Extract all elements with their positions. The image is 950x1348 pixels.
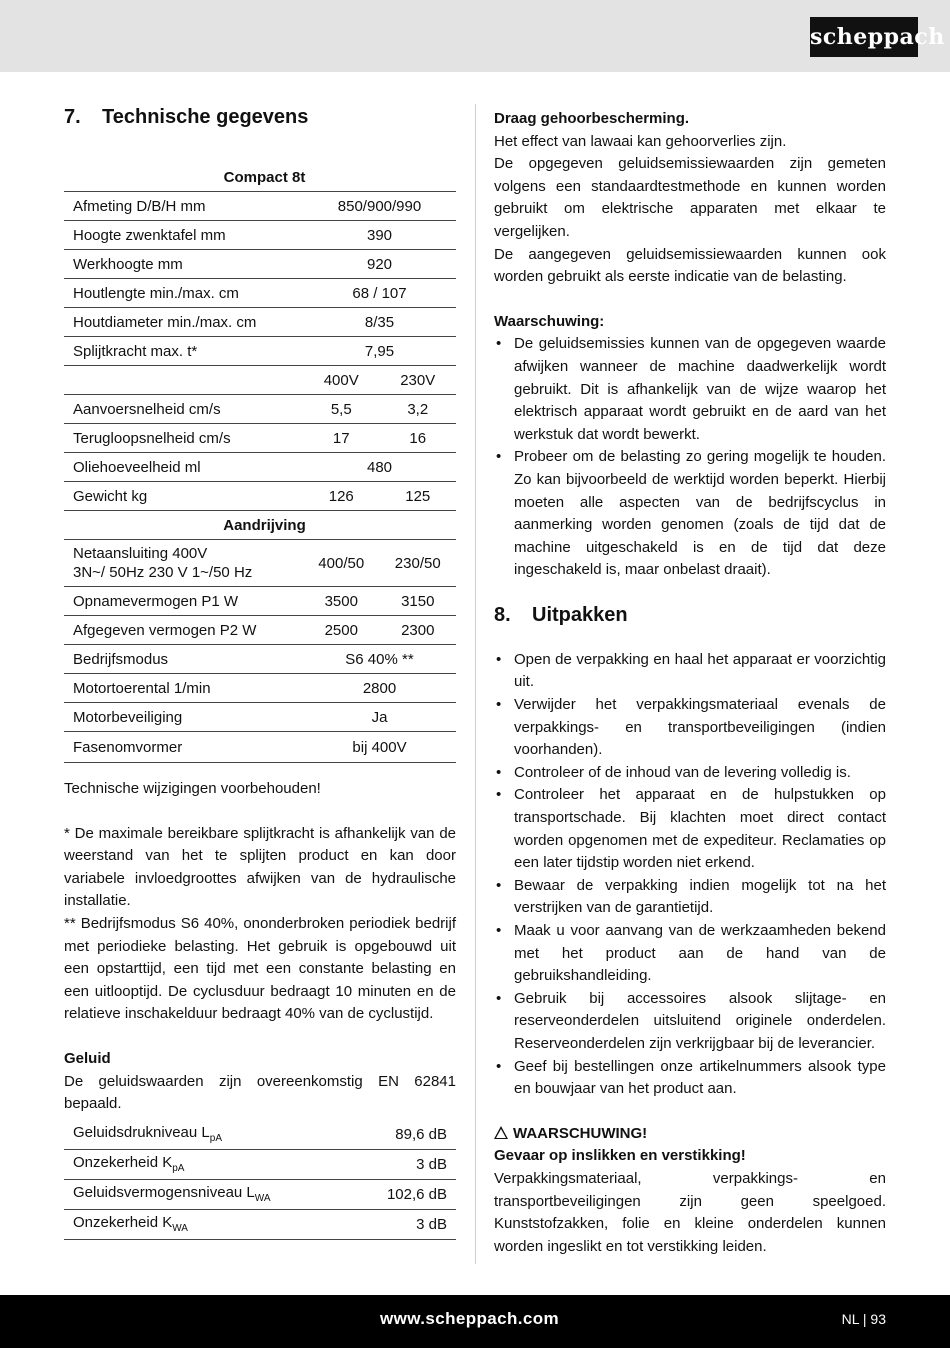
- table-row: Fasenomvormer bij 400V: [64, 732, 456, 763]
- left-column: [64, 100, 456, 1240]
- table-row: Werkhoogte mm 920: [64, 250, 456, 279]
- alert-title: WAARSCHUWING!: [494, 1123, 886, 1146]
- table-row: Geluidsvermogensniveau $L_{WA}$ 102,6 dB: [64, 1179, 456, 1209]
- footer-url[interactable]: www.scheppach.com: [380, 1309, 560, 1328]
- hearing-title: Draag gehoorbescherming.: [494, 110, 690, 127]
- table-row: Netaansluiting 400V 3N~/ 50Hz 230 V 1~/50 Hz 400/50 230/50: [64, 540, 456, 587]
- list-item: • Verwijder het verpakkingsmateriaal evenals de verpakkings- en transportbeveiligingen (indien voorhanden).: [494, 694, 886, 762]
- warning-title: Waarschuwing:: [494, 312, 605, 330]
- table-row: Splijtkracht max. t* 7,95: [64, 337, 456, 366]
- list-item: • De geluidsemissies kunnen van de opgegeven waarde afwijken wanneer de machine daadwerkelijk wordt gebruikt. Dit is afhankelijk van de wijze waarop het elektrisch apparaat wordt gebruikt en de aard van het werkstuk dat wordt bewerkt.: [494, 333, 886, 446]
- right-column: [494, 108, 886, 1258]
- model-name: Compact 8t: [64, 163, 456, 192]
- hearing-text-2: De opgegeven geluidsemissiewaarden zijn gemeten volgens een standaardtestmethode en kunnen worden gebruikt om elektrische apparaten met elkaar te vergelijken.: [494, 155, 886, 240]
- table-row: Onzekerheid $K_{pA}$ 3 dB: [64, 1149, 456, 1179]
- noise-table: [64, 1120, 456, 1240]
- footnote-1: * De maximale bereikbare splijtkracht is afhankelijk van de weerstand van het te splijten product en kan door variabele invloedgroottes afwijken van de hydraulische installatie.: [64, 824, 456, 910]
- list-item: • Open de verpakking en haal het apparaat er voorzichtig uit.: [494, 649, 886, 694]
- table-row: Geluidsdrukniveau $L_{pA}$ 89,6 dB: [64, 1120, 456, 1150]
- list-item: • Bewaar de verpakking indien mogelijk tot na het verstrijken van de garantietijd.: [494, 875, 886, 920]
- header-bar: [0, 0, 950, 72]
- hearing-text-1: Het effect van lawaai kan gehoorverlies zijn.: [494, 132, 787, 150]
- noise-title: Geluid: [64, 1049, 111, 1067]
- column-divider: [475, 104, 476, 1264]
- warning-list: [494, 333, 886, 582]
- list-item: • Maak u voor aanvang van de werkzaamheden bekend met het product aan de hand van de gebruikshandleiding.: [494, 920, 886, 988]
- alert-subtitle: Gevaar op inslikken en verstikking!: [494, 1147, 746, 1165]
- hearing-text-3: De aangegeven geluidsemissiewaarden kunnen ook worden gebruikt als eerste indicatie van de belasting.: [494, 245, 886, 286]
- table-row: Aanvoersnelheid cm/s 5,5 3,2: [64, 395, 456, 424]
- voltage-header-row: 400V 230V: [64, 366, 456, 395]
- warning-triangle-icon: [494, 1126, 508, 1139]
- list-item: • Probeer om de belasting zo gering mogelijk te houden. Zo kan bijvoorbeeld de werktijd worden beperkt. Hierbij moeten alle aspecten van de bedrijfscyclus in aanmerking worden genomen (zoals de tijd dat de machine uitgeschakeld is en de tijd dat deze ingeschakeld is, maar onbelast draait).: [494, 446, 886, 582]
- unpack-list: [494, 649, 886, 1101]
- alert-text: Verpakkingsmateriaal, verpakkings- en transportbeveiligingen zijn geen speelgoed. Kunststofzakken, folie en kleine onderdelen kunnen worden ingeslikt en tot verstikking leiden.: [494, 1169, 886, 1255]
- drive-header: Aandrijving: [64, 511, 456, 540]
- section-7-heading: 7. Technische gegevens: [64, 106, 309, 128]
- list-item: • Controleer het apparaat en de hulpstukken op transportschade. Bij klachten moet direct contact worden opgenomen met de expediteur. Reclamaties op een later tijdstip worden niet erkend.: [494, 784, 886, 874]
- table-row: Opnamevermogen P1 W 3500 3150: [64, 587, 456, 616]
- footnote-2: ** Bedrijfsmodus S6 40%, ononderbroken periodiek bedrijf met periodieke belasting. Het gebruik is opgebouwd uit een opstarttijd, een tijd met een constante belasting en een uitlooptijd. De cyclusduur bedraagt 10 minuten en de relatieve inschakelduur bedraagt 40% van de cyclustijd.: [64, 914, 456, 1023]
- brand-logo: scheppach: [810, 17, 918, 57]
- list-item: • Controleer of de inhoud van de levering volledig is.: [494, 762, 886, 785]
- section-8-heading: 8. Uitpakken: [494, 603, 628, 626]
- table-row: Houtdiameter min./max. cm 8/35: [64, 308, 456, 337]
- footer-bar: [0, 1295, 950, 1348]
- table-row: Afmeting D/B/H mm 850/900/990: [64, 192, 456, 221]
- table-row: Oliehoeveelheid ml 480: [64, 453, 456, 482]
- table-row: Houtlengte min./max. cm 68 / 107: [64, 279, 456, 308]
- table-row: Hoogte zwenktafel mm 390: [64, 221, 456, 250]
- changes-note: Technische wijzigingen voorbehouden!: [64, 780, 321, 797]
- table-row: Terugloopsnelheid cm/s 17 16: [64, 424, 456, 453]
- table-row: Onzekerheid $K_{WA}$ 3 dB: [64, 1209, 456, 1239]
- table-row: Gewicht kg 126 125: [64, 482, 456, 511]
- list-item: • Gebruik bij accessoires alsook slijtage- en reserveonderdelen uitsluitend originele onderdelen. Reserveonderdelen zijn verkrijgbaar bij de leverancier.: [494, 988, 886, 1056]
- table-row: Bedrijfsmodus S6 40% **: [64, 645, 456, 674]
- table-row: Motorbeveiliging Ja: [64, 703, 456, 732]
- page-number: NL | 93: [841, 1311, 886, 1327]
- list-item: • Geef bij bestellingen onze artikelnummers alsook type en bouwjaar van het product aan.: [494, 1056, 886, 1101]
- noise-intro: De geluidswaarden zijn overeenkomstig EN 62841 bepaald.: [64, 1072, 456, 1113]
- table-row: Motortoerental 1/min 2800: [64, 674, 456, 703]
- table-row: Afgegeven vermogen P2 W 2500 2300: [64, 616, 456, 645]
- spec-table: [64, 163, 456, 763]
